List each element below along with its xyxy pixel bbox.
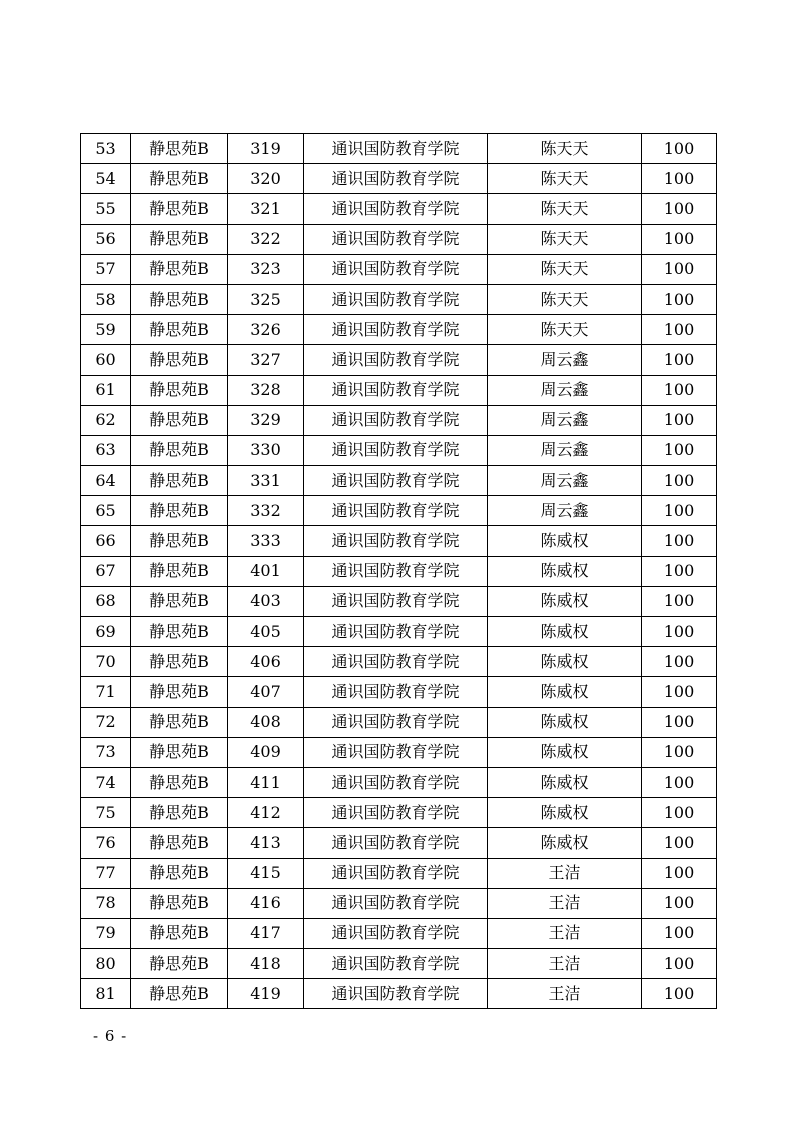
room-cell: 408 bbox=[228, 707, 304, 737]
counselor-cell: 周云鑫 bbox=[488, 405, 642, 435]
score-cell: 100 bbox=[642, 828, 717, 858]
building-cell: 静思苑B bbox=[131, 979, 228, 1009]
college-cell: 通识国防教育学院 bbox=[304, 164, 488, 194]
counselor-cell: 王洁 bbox=[488, 949, 642, 979]
table-row bbox=[81, 556, 717, 586]
counselor-cell: 王洁 bbox=[488, 888, 642, 918]
building-cell: 静思苑B bbox=[131, 737, 228, 767]
row-number-cell: 61 bbox=[81, 375, 131, 405]
table-row bbox=[81, 375, 717, 405]
counselor-cell: 陈威权 bbox=[488, 677, 642, 707]
room-cell: 411 bbox=[228, 767, 304, 797]
counselor-cell: 陈威权 bbox=[488, 617, 642, 647]
building-cell: 静思苑B bbox=[131, 194, 228, 224]
row-number-cell: 68 bbox=[81, 586, 131, 616]
score-cell: 100 bbox=[642, 224, 717, 254]
score-cell: 100 bbox=[642, 707, 717, 737]
building-cell: 静思苑B bbox=[131, 888, 228, 918]
counselor-cell: 陈威权 bbox=[488, 556, 642, 586]
row-number-cell: 67 bbox=[81, 556, 131, 586]
counselor-cell: 陈天天 bbox=[488, 194, 642, 224]
room-cell: 320 bbox=[228, 164, 304, 194]
table-row bbox=[81, 677, 717, 707]
table-row bbox=[81, 979, 717, 1009]
row-number-cell: 64 bbox=[81, 466, 131, 496]
room-cell: 321 bbox=[228, 194, 304, 224]
room-cell: 330 bbox=[228, 435, 304, 465]
row-number-cell: 57 bbox=[81, 254, 131, 284]
row-number-cell: 75 bbox=[81, 798, 131, 828]
row-number-cell: 65 bbox=[81, 496, 131, 526]
college-cell: 通识国防教育学院 bbox=[304, 315, 488, 345]
table-row bbox=[81, 918, 717, 948]
counselor-cell: 陈天天 bbox=[488, 284, 642, 314]
counselor-cell: 陈威权 bbox=[488, 647, 642, 677]
score-cell: 100 bbox=[642, 526, 717, 556]
college-cell: 通识国防教育学院 bbox=[304, 798, 488, 828]
score-cell: 100 bbox=[642, 677, 717, 707]
room-cell: 325 bbox=[228, 284, 304, 314]
score-cell: 100 bbox=[642, 858, 717, 888]
room-cell: 401 bbox=[228, 556, 304, 586]
building-cell: 静思苑B bbox=[131, 315, 228, 345]
building-cell: 静思苑B bbox=[131, 556, 228, 586]
building-cell: 静思苑B bbox=[131, 767, 228, 797]
building-cell: 静思苑B bbox=[131, 647, 228, 677]
college-cell: 通识国防教育学院 bbox=[304, 405, 488, 435]
college-cell: 通识国防教育学院 bbox=[304, 586, 488, 616]
building-cell: 静思苑B bbox=[131, 617, 228, 647]
row-number-cell: 60 bbox=[81, 345, 131, 375]
room-cell: 333 bbox=[228, 526, 304, 556]
score-cell: 100 bbox=[642, 647, 717, 677]
score-cell: 100 bbox=[642, 315, 717, 345]
building-cell: 静思苑B bbox=[131, 918, 228, 948]
score-cell: 100 bbox=[642, 798, 717, 828]
counselor-cell: 周云鑫 bbox=[488, 496, 642, 526]
score-cell: 100 bbox=[642, 194, 717, 224]
table-row bbox=[81, 617, 717, 647]
counselor-cell: 陈天天 bbox=[488, 134, 642, 164]
college-cell: 通识国防教育学院 bbox=[304, 435, 488, 465]
score-cell: 100 bbox=[642, 496, 717, 526]
score-cell: 100 bbox=[642, 254, 717, 284]
counselor-cell: 陈威权 bbox=[488, 767, 642, 797]
counselor-cell: 陈天天 bbox=[488, 164, 642, 194]
college-cell: 通识国防教育学院 bbox=[304, 677, 488, 707]
score-cell: 100 bbox=[642, 949, 717, 979]
row-number-cell: 59 bbox=[81, 315, 131, 345]
counselor-cell: 陈威权 bbox=[488, 526, 642, 556]
college-cell: 通识国防教育学院 bbox=[304, 466, 488, 496]
score-cell: 100 bbox=[642, 405, 717, 435]
score-cell: 100 bbox=[642, 918, 717, 948]
building-cell: 静思苑B bbox=[131, 858, 228, 888]
table-row bbox=[81, 949, 717, 979]
row-number-cell: 77 bbox=[81, 858, 131, 888]
table-body bbox=[81, 134, 717, 1009]
table-row bbox=[81, 798, 717, 828]
room-cell: 413 bbox=[228, 828, 304, 858]
college-cell: 通识国防教育学院 bbox=[304, 375, 488, 405]
counselor-cell: 陈天天 bbox=[488, 315, 642, 345]
row-number-cell: 76 bbox=[81, 828, 131, 858]
table-row bbox=[81, 647, 717, 677]
room-cell: 415 bbox=[228, 858, 304, 888]
row-number-cell: 71 bbox=[81, 677, 131, 707]
room-cell: 323 bbox=[228, 254, 304, 284]
building-cell: 静思苑B bbox=[131, 405, 228, 435]
counselor-cell: 周云鑫 bbox=[488, 435, 642, 465]
score-cell: 100 bbox=[642, 767, 717, 797]
row-number-cell: 58 bbox=[81, 284, 131, 314]
row-number-cell: 72 bbox=[81, 707, 131, 737]
room-cell: 329 bbox=[228, 405, 304, 435]
college-cell: 通识国防教育学院 bbox=[304, 858, 488, 888]
row-number-cell: 79 bbox=[81, 918, 131, 948]
building-cell: 静思苑B bbox=[131, 254, 228, 284]
row-number-cell: 74 bbox=[81, 767, 131, 797]
college-cell: 通识国防教育学院 bbox=[304, 767, 488, 797]
room-cell: 319 bbox=[228, 134, 304, 164]
college-cell: 通识国防教育学院 bbox=[304, 345, 488, 375]
college-cell: 通识国防教育学院 bbox=[304, 949, 488, 979]
table-row bbox=[81, 767, 717, 797]
counselor-cell: 陈天天 bbox=[488, 224, 642, 254]
row-number-cell: 78 bbox=[81, 888, 131, 918]
score-cell: 100 bbox=[642, 737, 717, 767]
college-cell: 通识国防教育学院 bbox=[304, 979, 488, 1009]
score-cell: 100 bbox=[642, 466, 717, 496]
college-cell: 通识国防教育学院 bbox=[304, 284, 488, 314]
building-cell: 静思苑B bbox=[131, 134, 228, 164]
row-number-cell: 55 bbox=[81, 194, 131, 224]
table-row bbox=[81, 284, 717, 314]
table-row bbox=[81, 194, 717, 224]
table-row bbox=[81, 134, 717, 164]
table-row bbox=[81, 858, 717, 888]
college-cell: 通识国防教育学院 bbox=[304, 254, 488, 284]
table-row bbox=[81, 315, 717, 345]
room-cell: 406 bbox=[228, 647, 304, 677]
table-row bbox=[81, 828, 717, 858]
building-cell: 静思苑B bbox=[131, 466, 228, 496]
room-cell: 326 bbox=[228, 315, 304, 345]
table-row bbox=[81, 888, 717, 918]
counselor-cell: 周云鑫 bbox=[488, 345, 642, 375]
room-cell: 327 bbox=[228, 345, 304, 375]
room-cell: 322 bbox=[228, 224, 304, 254]
row-number-cell: 80 bbox=[81, 949, 131, 979]
score-cell: 100 bbox=[642, 586, 717, 616]
counselor-cell: 王洁 bbox=[488, 918, 642, 948]
score-cell: 100 bbox=[642, 435, 717, 465]
counselor-cell: 王洁 bbox=[488, 858, 642, 888]
building-cell: 静思苑B bbox=[131, 496, 228, 526]
room-cell: 409 bbox=[228, 737, 304, 767]
dormitory-score-table bbox=[80, 133, 717, 1009]
counselor-cell: 周云鑫 bbox=[488, 466, 642, 496]
room-cell: 407 bbox=[228, 677, 304, 707]
row-number-cell: 53 bbox=[81, 134, 131, 164]
college-cell: 通识国防教育学院 bbox=[304, 224, 488, 254]
room-cell: 403 bbox=[228, 586, 304, 616]
table-row bbox=[81, 435, 717, 465]
table-row bbox=[81, 254, 717, 284]
building-cell: 静思苑B bbox=[131, 375, 228, 405]
counselor-cell: 王洁 bbox=[488, 979, 642, 1009]
college-cell: 通识国防教育学院 bbox=[304, 647, 488, 677]
building-cell: 静思苑B bbox=[131, 526, 228, 556]
college-cell: 通识国防教育学院 bbox=[304, 526, 488, 556]
building-cell: 静思苑B bbox=[131, 435, 228, 465]
college-cell: 通识国防教育学院 bbox=[304, 828, 488, 858]
building-cell: 静思苑B bbox=[131, 284, 228, 314]
row-number-cell: 62 bbox=[81, 405, 131, 435]
row-number-cell: 54 bbox=[81, 164, 131, 194]
room-cell: 331 bbox=[228, 466, 304, 496]
college-cell: 通识国防教育学院 bbox=[304, 617, 488, 647]
page-number: - 6 - bbox=[93, 1027, 128, 1045]
building-cell: 静思苑B bbox=[131, 164, 228, 194]
table-row bbox=[81, 737, 717, 767]
table-row bbox=[81, 707, 717, 737]
table-row bbox=[81, 405, 717, 435]
table-row bbox=[81, 586, 717, 616]
row-number-cell: 81 bbox=[81, 979, 131, 1009]
counselor-cell: 陈威权 bbox=[488, 707, 642, 737]
score-cell: 100 bbox=[642, 617, 717, 647]
row-number-cell: 56 bbox=[81, 224, 131, 254]
counselor-cell: 陈威权 bbox=[488, 737, 642, 767]
room-cell: 332 bbox=[228, 496, 304, 526]
table-row bbox=[81, 224, 717, 254]
building-cell: 静思苑B bbox=[131, 798, 228, 828]
counselor-cell: 周云鑫 bbox=[488, 375, 642, 405]
score-cell: 100 bbox=[642, 134, 717, 164]
room-cell: 328 bbox=[228, 375, 304, 405]
building-cell: 静思苑B bbox=[131, 707, 228, 737]
building-cell: 静思苑B bbox=[131, 828, 228, 858]
table-row bbox=[81, 345, 717, 375]
college-cell: 通识国防教育学院 bbox=[304, 888, 488, 918]
score-cell: 100 bbox=[642, 284, 717, 314]
college-cell: 通识国防教育学院 bbox=[304, 496, 488, 526]
room-cell: 418 bbox=[228, 949, 304, 979]
table-row bbox=[81, 164, 717, 194]
building-cell: 静思苑B bbox=[131, 586, 228, 616]
score-cell: 100 bbox=[642, 164, 717, 194]
score-cell: 100 bbox=[642, 888, 717, 918]
building-cell: 静思苑B bbox=[131, 345, 228, 375]
counselor-cell: 陈威权 bbox=[488, 798, 642, 828]
college-cell: 通识国防教育学院 bbox=[304, 134, 488, 164]
college-cell: 通识国防教育学院 bbox=[304, 707, 488, 737]
row-number-cell: 70 bbox=[81, 647, 131, 677]
table-row bbox=[81, 526, 717, 556]
building-cell: 静思苑B bbox=[131, 949, 228, 979]
college-cell: 通识国防教育学院 bbox=[304, 918, 488, 948]
building-cell: 静思苑B bbox=[131, 677, 228, 707]
row-number-cell: 63 bbox=[81, 435, 131, 465]
table-row bbox=[81, 496, 717, 526]
college-cell: 通识国防教育学院 bbox=[304, 556, 488, 586]
room-cell: 416 bbox=[228, 888, 304, 918]
row-number-cell: 66 bbox=[81, 526, 131, 556]
counselor-cell: 陈威权 bbox=[488, 586, 642, 616]
college-cell: 通识国防教育学院 bbox=[304, 737, 488, 767]
row-number-cell: 73 bbox=[81, 737, 131, 767]
score-cell: 100 bbox=[642, 556, 717, 586]
room-cell: 419 bbox=[228, 979, 304, 1009]
score-cell: 100 bbox=[642, 345, 717, 375]
score-cell: 100 bbox=[642, 979, 717, 1009]
room-cell: 405 bbox=[228, 617, 304, 647]
room-cell: 417 bbox=[228, 918, 304, 948]
table-row bbox=[81, 466, 717, 496]
counselor-cell: 陈威权 bbox=[488, 828, 642, 858]
building-cell: 静思苑B bbox=[131, 224, 228, 254]
row-number-cell: 69 bbox=[81, 617, 131, 647]
college-cell: 通识国防教育学院 bbox=[304, 194, 488, 224]
score-cell: 100 bbox=[642, 375, 717, 405]
room-cell: 412 bbox=[228, 798, 304, 828]
counselor-cell: 陈天天 bbox=[488, 254, 642, 284]
